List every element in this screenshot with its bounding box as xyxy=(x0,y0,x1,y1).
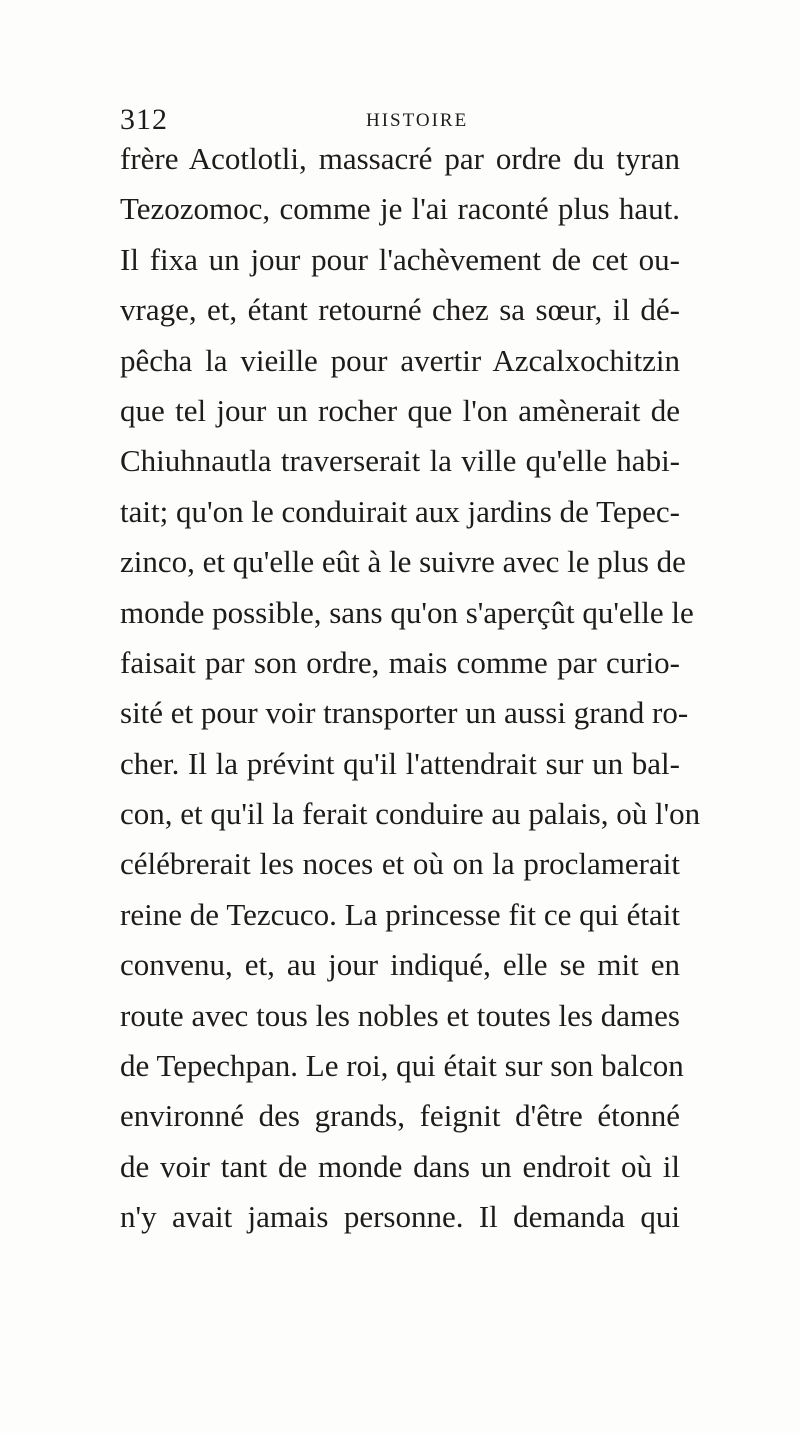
text-line-5: pêcha la vieille pour avertir Azcalxochitzin xyxy=(120,342,680,378)
text-line-8: tait; qu'on le conduirait aux jardins de Tepec- xyxy=(120,493,680,529)
text-line-15: célébrerait les noces et où on la proclamerait xyxy=(120,846,680,882)
text-line-22: n'y avait jamais personne. Il demanda qui xyxy=(120,1199,680,1235)
text-line-7: Chiuhnautla traverserait la ville qu'elle habi- xyxy=(120,443,680,479)
text-line-18: route avec tous les nobles et toutes les dames xyxy=(120,997,680,1033)
text-line-16: reine de Tezcuco. La princesse fit ce qui était xyxy=(120,896,680,932)
running-title: HISTOIRE xyxy=(366,110,469,131)
text-line-17: convenu, et, au jour indiqué, elle se mit en xyxy=(120,947,680,983)
text-line-11: faisait par son ordre, mais comme par curio- xyxy=(120,644,680,680)
text-line-10: monde possible, sans qu'on s'aperçût qu'elle le xyxy=(120,594,694,630)
text-line-4: vrage, et, étant retourné chez sa sœur, il dé- xyxy=(120,292,680,328)
text-line-9: zinco, et qu'elle eût à le suivre avec le plus de xyxy=(120,544,686,580)
text-line-20: environné des grands, feignit d'être étonné xyxy=(120,1098,680,1134)
text-line-21: de voir tant de monde dans un endroit où il xyxy=(120,1148,680,1184)
text-line-1: frère Acotlotli, massacré par ordre du tyran xyxy=(120,141,680,176)
text-line-12: sité et pour voir transporter un aussi grand ro- xyxy=(120,695,689,731)
text-line-13: cher. Il la prévint qu'il l'attendrait sur un bal- xyxy=(120,745,680,781)
body-text xyxy=(120,134,701,1243)
text-line-19: de Tepechpan. Le roi, qui était sur son balcon xyxy=(120,1048,684,1084)
text-line-3: Il fixa un jour pour l'achèvement de cet ou- xyxy=(120,241,680,277)
text-line-14: con, et qu'il la ferait conduire au palais, où l'on xyxy=(120,796,701,832)
page-number: 312 xyxy=(120,103,168,136)
text-line-6: que tel jour un rocher que l'on amènerait de xyxy=(120,392,680,428)
text-line-2: Tezozomoc, comme je l'ai raconté plus haut. xyxy=(120,191,680,227)
